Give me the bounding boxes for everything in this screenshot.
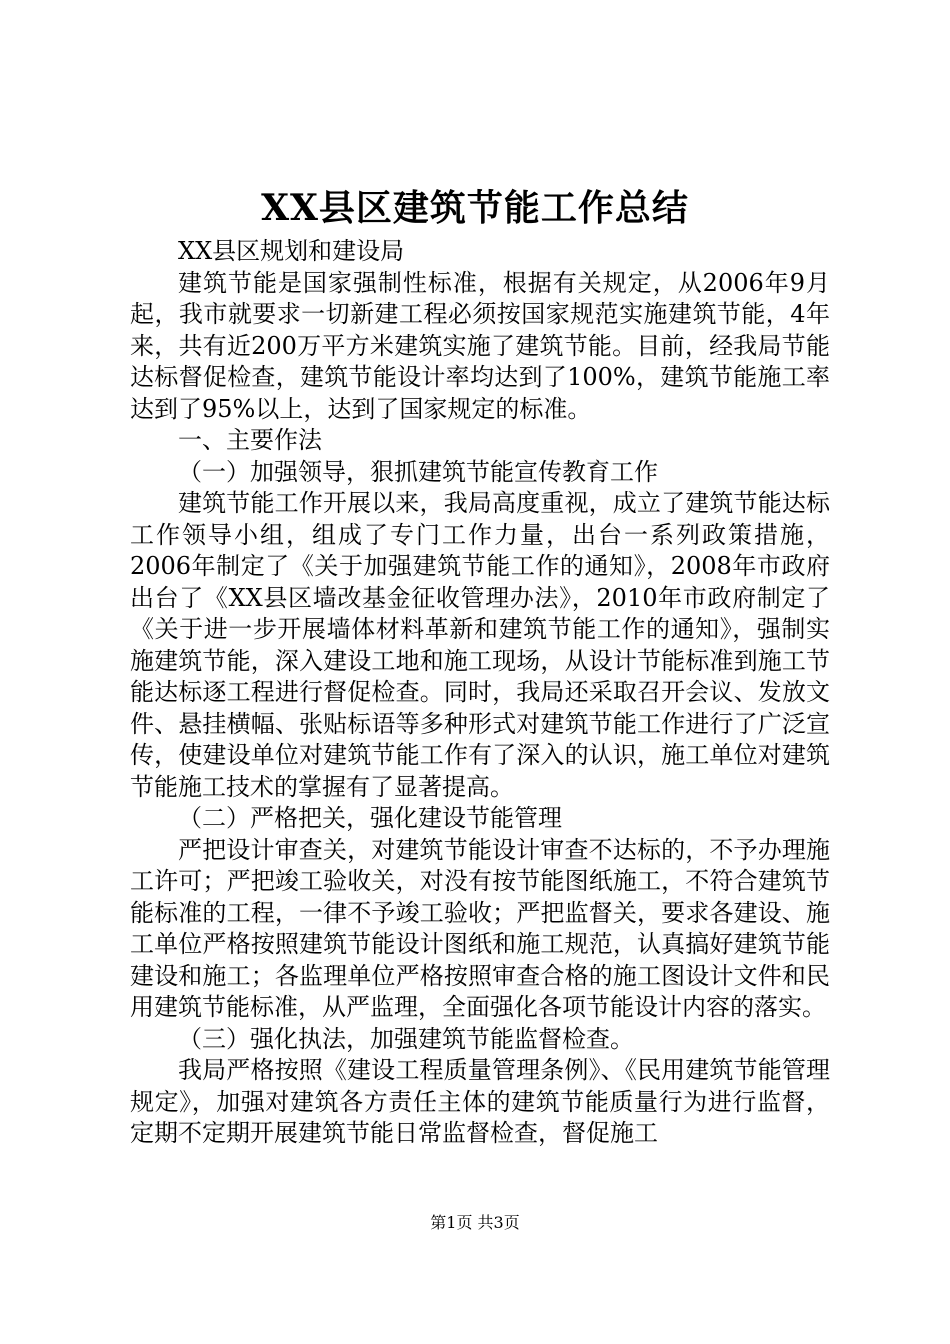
subsection-heading-1: （一）加强领导，狠抓建筑节能宣传教育工作: [178, 457, 658, 486]
document-title: XX县区建筑节能工作总结: [261, 187, 689, 229]
subsection-heading-2: （二）严格把关，强化建设节能管理: [178, 804, 562, 832]
paragraph-management: 严把设计审查关，对建筑节能设计审查不达标的，不予办理施工许可；严把竣工验收关，对没有按节能图纸施工，不符合建筑节能标准的工程，一律不予竣工验收；严把监督关，要求各建设、施工单位严格按照建筑节能设计图纸和施工规范，认真搞好建筑节能建设和施工；各监理单位严格按照审查合格的施工图设计文件和民用建筑节能标准，从严监理，全面强化各项节能设计内容的落实。: [130, 835, 830, 1021]
author-line: XX县区规划和建设局: [178, 237, 405, 265]
paragraph-supervision: 我局严格按照《建设工程质量管理条例》、《民用建筑节能管理规定》，加强对建筑各方责任主体的建筑节能质量行为进行监督，定期不定期开展建筑节能日常监督检查，督促施工: [130, 1056, 830, 1147]
subsection-heading-3: （三）强化执法，加强建筑节能监督检查。: [178, 1024, 634, 1053]
document-body: [130, 236, 830, 1150]
section-heading-main-practices: 一、主要作法: [178, 426, 322, 454]
paragraph-intro: 建筑节能是国家强制性标准，根据有关规定，从2006年9月起，我市就要求一切新建工程必须按国家规范实施建筑节能，4年来，共有近200万平方米建筑实施了建筑节能。目前，经我局节能达标督促检查，建筑节能设计率均达到了100%，建筑节能施工率达到了95%以上，达到了国家规定的标准。: [130, 268, 830, 423]
paragraph-leadership: 建筑节能工作开展以来，我局高度重视，成立了建筑节能达标工作领导小组，组成了专门工作力量，出台一系列政策措施，2006年制定了《关于加强建筑节能工作的通知》，2008年市政府出台了《XX县区墙改基金征收管理办法》，2010年市政府制定了《关于进一步开展墙体材料革新和建筑节能工作的通知》，强制实施建筑节能，深入建设工地和施工现场，从设计节能标准到施工节能达标逐工程进行督促检查。同时，我局还采取召开会议、发放文件、悬挂横幅、张贴标语等多种形式对建筑节能工作进行了广泛宣传，使建设单位对建筑节能工作有了深入的认识，施工单位对建筑节能施工技术的掌握有了显著提高。: [130, 489, 830, 801]
page-number-footer: 第1页 共3页: [430, 1213, 520, 1232]
